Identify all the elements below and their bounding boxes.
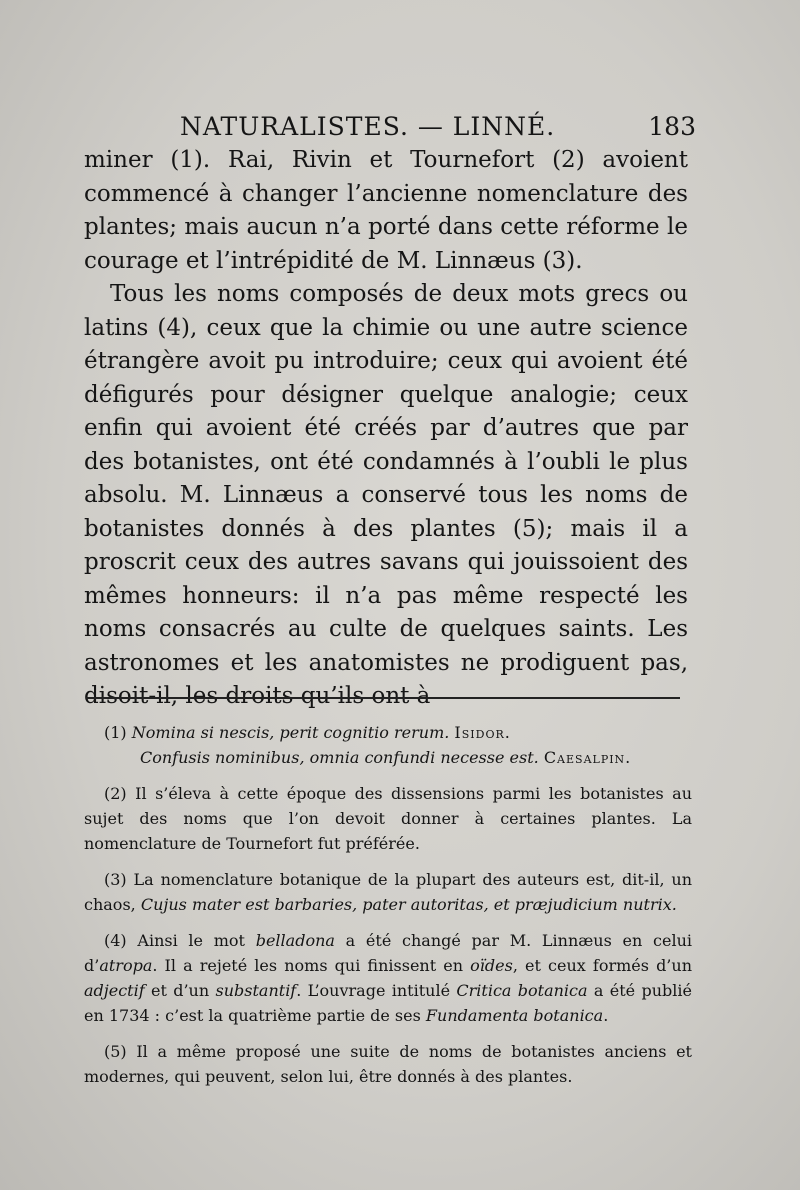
italic-term: adjectif [84, 981, 145, 1000]
footnote-text: Ainsi le mot [137, 931, 245, 950]
footnotes [84, 720, 692, 1100]
footnote-text: , et ceux formés d’un [512, 956, 693, 975]
footnote-marker: (5) [104, 1042, 127, 1061]
italic-term: belladona [255, 931, 335, 950]
footnote-text: La nomenclature botanique de la plupart des auteurs est, dit-il, un chaos, [84, 870, 692, 914]
footnote-text: a été publié en 1734 : c’est la quatrième partie de ses [84, 981, 692, 1025]
footnote-marker: (1) [104, 723, 127, 742]
footnote-text: Il a même proposé une suite de noms de botanistes anciens et modernes, qui peuvent, selon lui, être donnés à des plantes. [84, 1042, 692, 1086]
footnote-text: Il s’éleva à cette époque des dissensions parmi les botanistes au sujet des noms que l’on devoit donner à certaines plantes. La nomenclature de Tournefort fut préférée. [84, 784, 693, 853]
footnote-marker: (3) [104, 870, 127, 889]
footnote-1 [84, 720, 692, 770]
latin-quote: Confusis nominibus, omnia confundi necesse est. [140, 748, 539, 767]
latin-quote: Cujus mater est barbaries, pater autoritas, et præjudicium nutrix. [140, 895, 677, 914]
italic-term: Critica botanica [456, 981, 588, 1000]
footnote-2 [84, 781, 692, 856]
footnote-3 [84, 867, 692, 917]
italic-term: atropa [99, 956, 153, 975]
paragraph-1: miner (1). Rai, Rivin et Tournefort (2) avoient commencé à changer l’ancienne nomenclature des plantes; mais aucun n’a porté dans cette réforme le courage et l’intrépidité de M. Linnæus (3). [84, 147, 688, 274]
footnote-text: et d’un [150, 981, 210, 1000]
page-number: 183 [648, 112, 696, 141]
footnote-marker: (2) [104, 784, 127, 803]
quote-author: Caesalpin. [543, 748, 632, 767]
page-header [84, 112, 696, 146]
footnote-4 [84, 928, 692, 1028]
italic-term: substantif [215, 981, 297, 1000]
italic-term: oïdes [470, 956, 513, 975]
footnote-5 [84, 1039, 692, 1089]
paragraph-2: Tous les noms composés de deux mots grecs ou latins (4), ceux que la chimie ou une autre science étrangère avoit pu introduire; ceux qui avoient été défigurés pour désigner quelque analogie; ceux enfin qui avoient été créés par d’autres que par des botanistes, ont été condamnés à l’oubli le plus absolu. M. Linnæus a conservé tous les noms de botanistes donnés à des plantes (5); mais il a proscrit ceux des autres savans qui jouissoient des mêmes honneurs: il n’a pas même respecté les noms consacrés au culte de quelques saints. Les astronomes et les anatomistes ne prodiguent pas, disoit-il, les droits qu’ils ont à [84, 281, 688, 709]
latin-quote: Nomina si nescis, perit cognitio rerum. [131, 723, 450, 742]
footnote-text: . L’ouvrage intitulé [296, 981, 451, 1000]
footnote-text: a été changé par M. Linnæus en celui d’ [84, 931, 693, 975]
quote-author: Isidor. [454, 723, 511, 742]
footnote-rule [86, 697, 680, 699]
italic-term: Fundamenta botanica [425, 1006, 604, 1025]
footnote-text: . [603, 1006, 609, 1025]
footnote-text: . Il a rejeté les noms qui finissent en [152, 956, 464, 975]
running-title: NATURALISTES. — LINNÉ. [180, 112, 556, 141]
footnote-marker: (4) [104, 931, 127, 950]
main-text [84, 144, 688, 714]
